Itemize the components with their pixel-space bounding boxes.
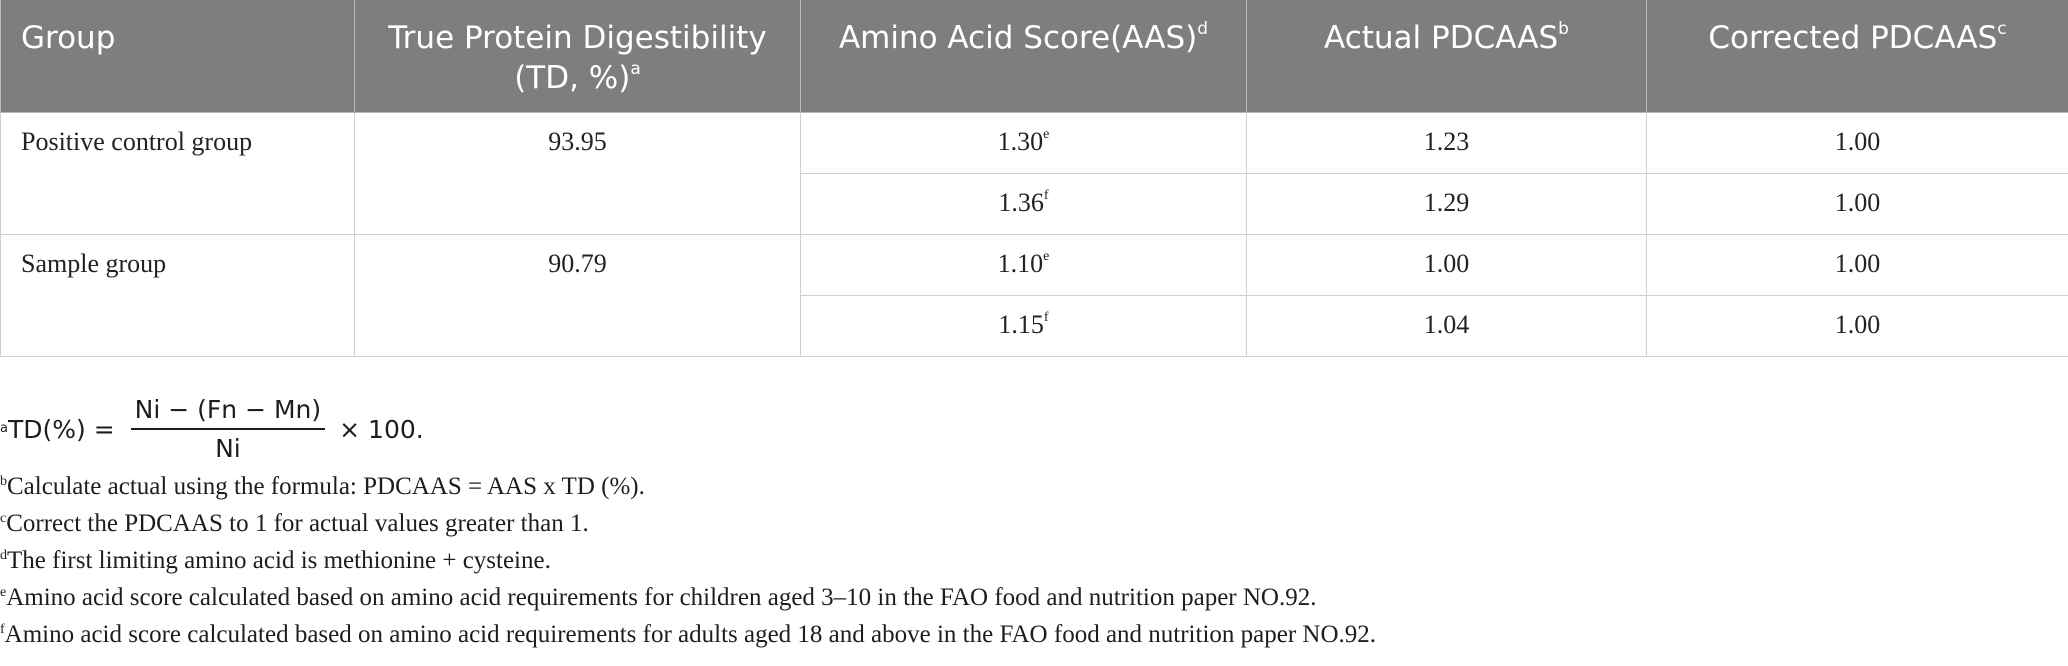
formula-fraction xyxy=(131,395,325,463)
footnote-c: $^c$Correct the PDCAAS to 1 for actual values greater than 1. xyxy=(0,510,589,537)
table-header xyxy=(1,0,2068,112)
footnote-b: $^b$Calculate actual using the formula: PDCAAS = AAS x TD (%). xyxy=(0,473,645,500)
aas-value-cell: 1.15$^f$ xyxy=(801,295,1247,356)
footnote-e: $^e$Amino acid score calculated based on amino acid requirements for children aged 3–10 in the FAO food and nutrition paper NO.92. xyxy=(0,584,1317,611)
actual-pdcaas-cell: 1.23 xyxy=(1247,112,1647,173)
corrected-pdcaas-cell: 1.00 xyxy=(1647,295,2068,356)
table-row xyxy=(1,234,2068,295)
group-name-cell: Positive control group xyxy=(1,112,355,234)
aas-value-cell: 1.30e xyxy=(801,112,1247,173)
header-true-protein-digestibility: True Protein Digestibility (TD, %)$^a$ xyxy=(355,0,801,112)
footnote-a-formula: a TD(%) = $\frac{Ni - (Fn - Mn)}{Ni}$ × 100. xyxy=(0,395,424,463)
aas-value-cell: 1.36$^f$ xyxy=(801,173,1247,234)
group-name-cell: Sample group xyxy=(1,234,355,356)
td-value-cell: 93.95 xyxy=(355,112,801,234)
header-amino-acid-score: Amino Acid Score(AAS)$^d$ xyxy=(801,0,1247,112)
header-corrected-pdcaas: Corrected PDCAAS$^c$ xyxy=(1647,0,2068,112)
corrected-pdcaas-cell: 1.00 xyxy=(1647,112,2068,173)
header-row xyxy=(1,0,2068,112)
table-body xyxy=(1,112,2068,356)
actual-pdcaas-cell: 1.00 xyxy=(1247,234,1647,295)
actual-pdcaas-cell: 1.29 xyxy=(1247,173,1647,234)
corrected-pdcaas-cell: 1.00 xyxy=(1647,234,2068,295)
header-actual-pdcaas: Actual PDCAAS$^b$ xyxy=(1247,0,1647,112)
actual-pdcaas-cell: 1.04 xyxy=(1247,295,1647,356)
formula-numerator: Ni − (Fn − Mn) xyxy=(131,395,325,430)
table-row xyxy=(1,112,2068,173)
aas-value-cell: 1.10e xyxy=(801,234,1247,295)
formula-lhs: TD(%) = xyxy=(7,414,115,444)
footnote-f: $^f$Amino acid score calculated based on amino acid requirements for adults aged 18 and above in the FAO food and nutrition paper NO.92. xyxy=(0,621,1377,648)
footnotes xyxy=(0,390,2060,653)
corrected-pdcaas-cell: 1.00 xyxy=(1647,173,2068,234)
formula-denominator: Ni xyxy=(215,434,241,463)
td-value-cell: 90.79 xyxy=(355,234,801,356)
footnote-d: $^d$The first limiting amino acid is methionine + cysteine. xyxy=(0,547,551,574)
formula-tail: × 100. xyxy=(339,414,424,444)
header-group: Group xyxy=(1,0,355,112)
